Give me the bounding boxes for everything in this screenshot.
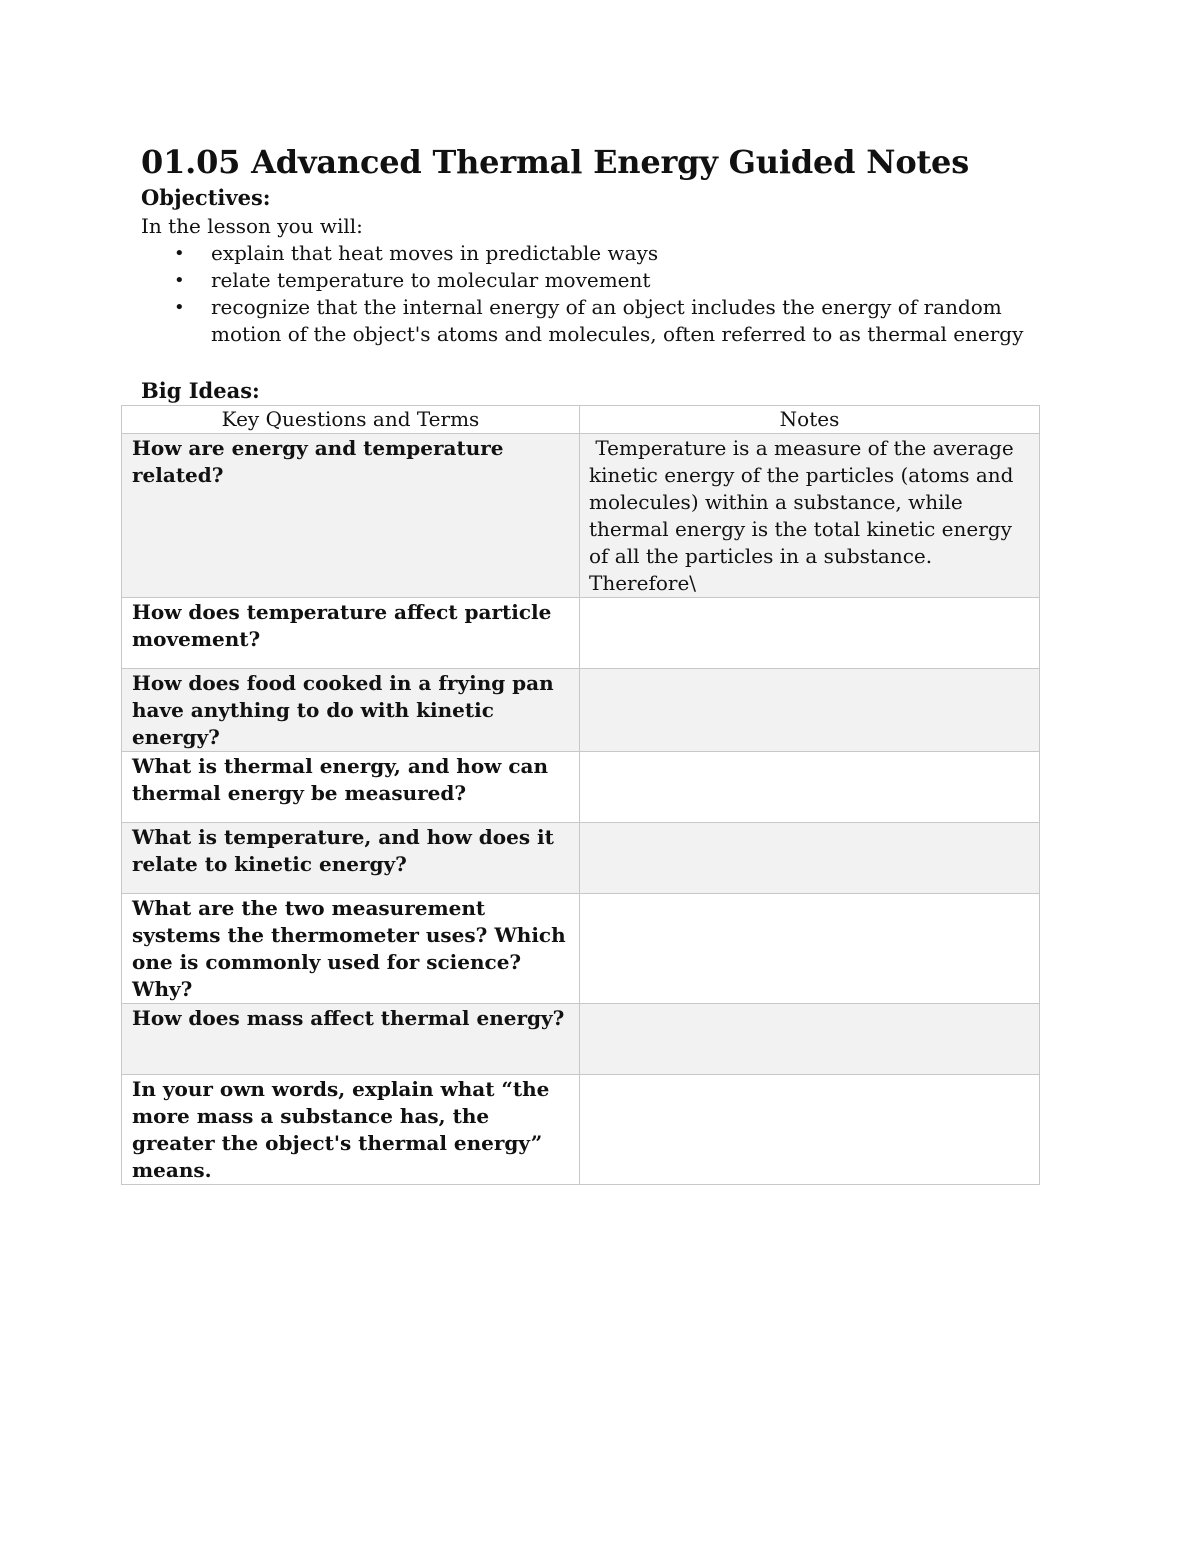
notes-cell[interactable] [580,823,1040,894]
question-cell: What is temperature, and how does it relate to kinetic energy? [122,823,580,894]
table-row [122,1004,1040,1075]
notes-cell[interactable] [580,669,1040,752]
question-cell: How does mass affect thermal energy? [122,1004,580,1075]
bullet-icon: • [174,243,185,264]
table-row [122,1075,1040,1185]
table-row [122,823,1040,894]
question-cell: How does food cooked in a frying pan have anything to do with kinetic energy? [122,669,580,752]
big-ideas-heading: Big Ideas: [141,378,260,403]
notes-cell[interactable] [580,1004,1040,1075]
bullet-icon: • [174,270,185,291]
objectives-intro: In the lesson you will: [141,214,363,238]
bullet-icon: • [174,297,185,318]
table-header-row [122,406,1040,434]
question-cell: How does temperature affect particle movement? [122,598,580,669]
notes-cell[interactable] [580,598,1040,669]
objective-item [174,294,1054,348]
table-row [122,434,1040,598]
question-cell: What is thermal energy, and how can thermal energy be measured? [122,752,580,823]
document-title: 01.05 Advanced Thermal Energy Guided Notes [141,143,970,181]
question-cell: How are energy and temperature related? [122,434,580,598]
notes-cell[interactable] [580,894,1040,1004]
guided-notes-table [121,405,1040,1185]
column-header-notes: Notes [580,406,1040,434]
table-row [122,752,1040,823]
question-cell: What are the two measurement systems the thermometer uses? Which one is commonly used for science? Why? [122,894,580,1004]
table-row [122,598,1040,669]
table-row [122,669,1040,752]
objective-text: relate temperature to molecular movement [211,268,651,292]
objectives-heading: Objectives: [141,185,271,210]
notes-cell[interactable] [580,1075,1040,1185]
objective-item [174,267,1054,294]
notes-cell[interactable] [580,752,1040,823]
table-row [122,894,1040,1004]
objectives-list [174,240,1054,348]
objective-text: recognize that the internal energy of an object includes the energy of random motion of the object's atoms and molecules, often referred to as thermal energy [211,295,1024,346]
objective-item [174,240,1054,267]
column-header-questions: Key Questions and Terms [122,406,580,434]
notes-cell[interactable]: Temperature is a measure of the average kinetic energy of the particles (atoms and molecules) within a substance, while thermal energy is the total kinetic energy of all the particles in a substance. Therefore\ [580,434,1040,598]
objective-text: explain that heat moves in predictable ways [211,241,659,265]
question-cell: In your own words, explain what “the more mass a substance has, the greater the object's thermal energy” means. [122,1075,580,1185]
